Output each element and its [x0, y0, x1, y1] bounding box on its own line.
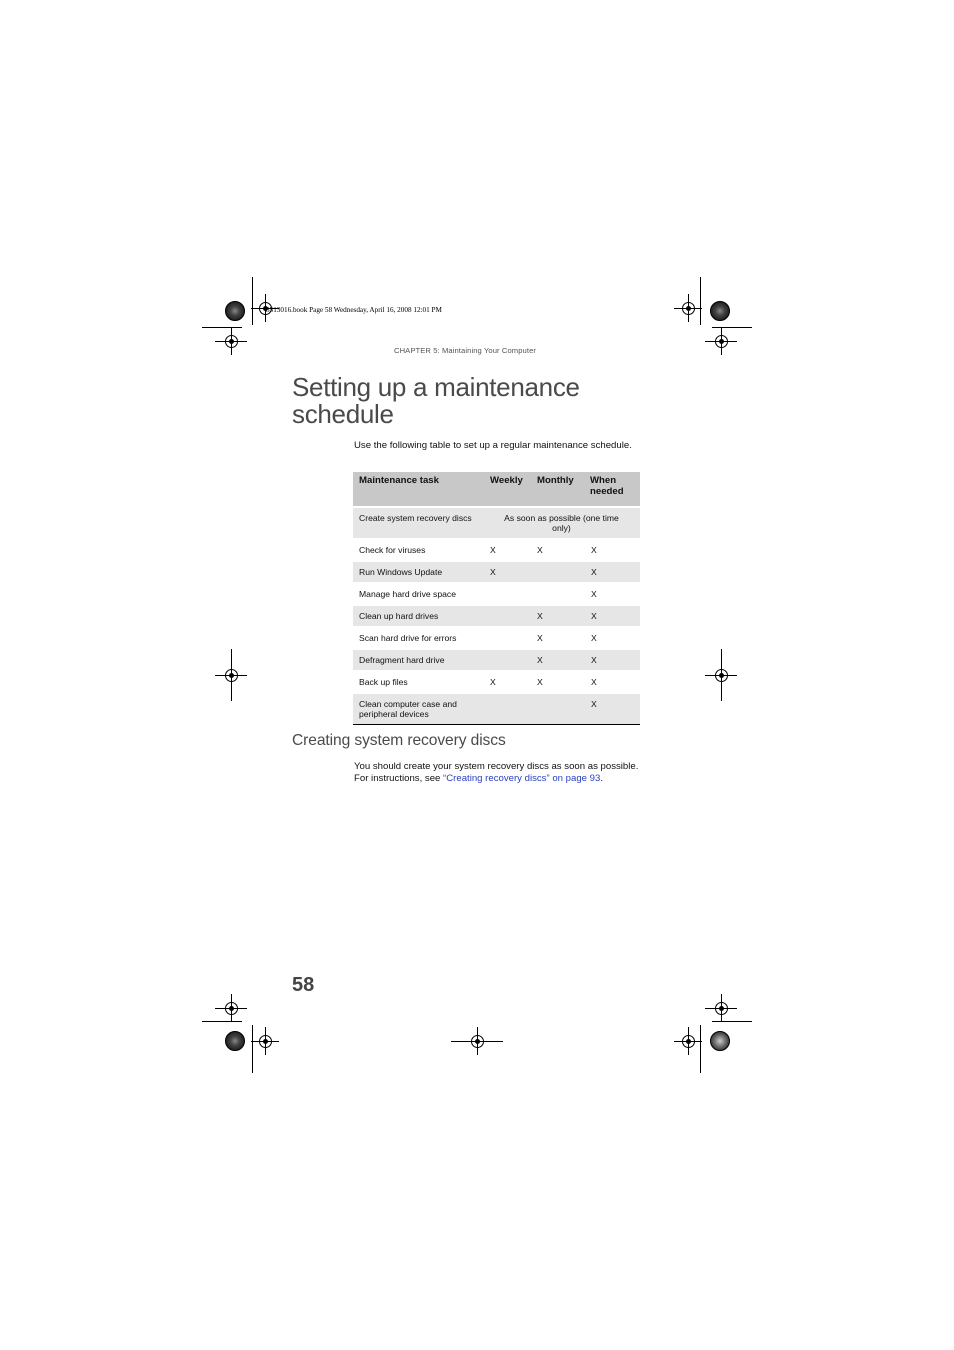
table-header [353, 472, 640, 506]
trim-line [202, 1021, 242, 1022]
cell-task: Clean computer case and peripheral devices [359, 699, 457, 719]
trim-line [712, 1021, 752, 1022]
cell-task: Scan hard drive for errors [359, 633, 457, 643]
cell-needed: X [591, 699, 597, 709]
cell-needed: X [591, 545, 597, 555]
cell-task: Manage hard drive space [359, 589, 456, 599]
table-row [353, 626, 640, 648]
cell-task: Run Windows Update [359, 567, 443, 577]
header-weekly: Weekly [490, 475, 523, 486]
table-row [353, 692, 640, 724]
table-row [353, 560, 640, 582]
trim-line [712, 327, 752, 328]
table-row [353, 582, 640, 604]
maintenance-table [353, 472, 640, 725]
page-number: 58 [292, 974, 315, 996]
cell-needed: X [591, 655, 597, 665]
cell-monthly: X [537, 611, 543, 621]
trim-line [700, 277, 701, 325]
registration-disc [225, 301, 245, 321]
cell-task: Check for viruses [359, 545, 426, 555]
body-text-after-link: . [600, 772, 604, 784]
trim-line [252, 1025, 253, 1073]
cell-monthly: X [537, 655, 543, 665]
cell-weekly: X [490, 567, 496, 577]
trim-line [202, 327, 242, 328]
body-paragraph [354, 761, 639, 784]
cell-task: Back up files [359, 677, 408, 687]
table-row [353, 604, 640, 626]
registration-disc [225, 1031, 245, 1051]
cell-weekly: X [490, 677, 496, 687]
page-title: Setting up a maintenance schedule [292, 372, 580, 429]
table-body [353, 506, 640, 724]
book-slug: 8513016.book Page 58 Wednesday, April 16, 2008 12:01 PM [266, 306, 442, 314]
header-maintenance-task: Maintenance task [359, 475, 439, 486]
table-row [353, 506, 640, 538]
section-title: Creating system recovery discs [292, 732, 506, 749]
cell-task: Defragment hard drive [359, 655, 445, 665]
header-monthly: Monthly [537, 475, 574, 486]
table-row [353, 670, 640, 692]
trim-line [700, 1025, 701, 1073]
cell-needed: X [591, 611, 597, 621]
table-row [353, 648, 640, 670]
body-text-before-link: You should create your system recovery discs as soon as possible. For instructions, see [354, 761, 639, 784]
cell-needed: X [591, 633, 597, 643]
cross-reference-link[interactable]: “Creating recovery discs” on page 93 [443, 772, 601, 784]
running-head: CHAPTER 5: Maintaining Your Computer [394, 346, 537, 355]
cell-monthly: X [537, 545, 543, 555]
cell-weekly: X [490, 545, 496, 555]
trim-line [252, 277, 253, 325]
registration-disc [710, 1031, 730, 1051]
cell-needed: X [591, 567, 597, 577]
cell-needed: X [591, 677, 597, 687]
cell-needed: X [591, 589, 597, 599]
cell-monthly: X [537, 677, 543, 687]
intro-paragraph: Use the following table to set up a regular maintenance schedule. [354, 440, 632, 451]
cell-task: Clean up hard drives [359, 611, 439, 621]
header-when-needed: When needed [590, 475, 624, 497]
cell-monthly: X [537, 633, 543, 643]
cell-merged-schedule: As soon as possible (one time only) [504, 513, 619, 533]
table-row [353, 538, 640, 560]
cell-task: Create system recovery discs [359, 513, 472, 523]
registration-disc [710, 301, 730, 321]
